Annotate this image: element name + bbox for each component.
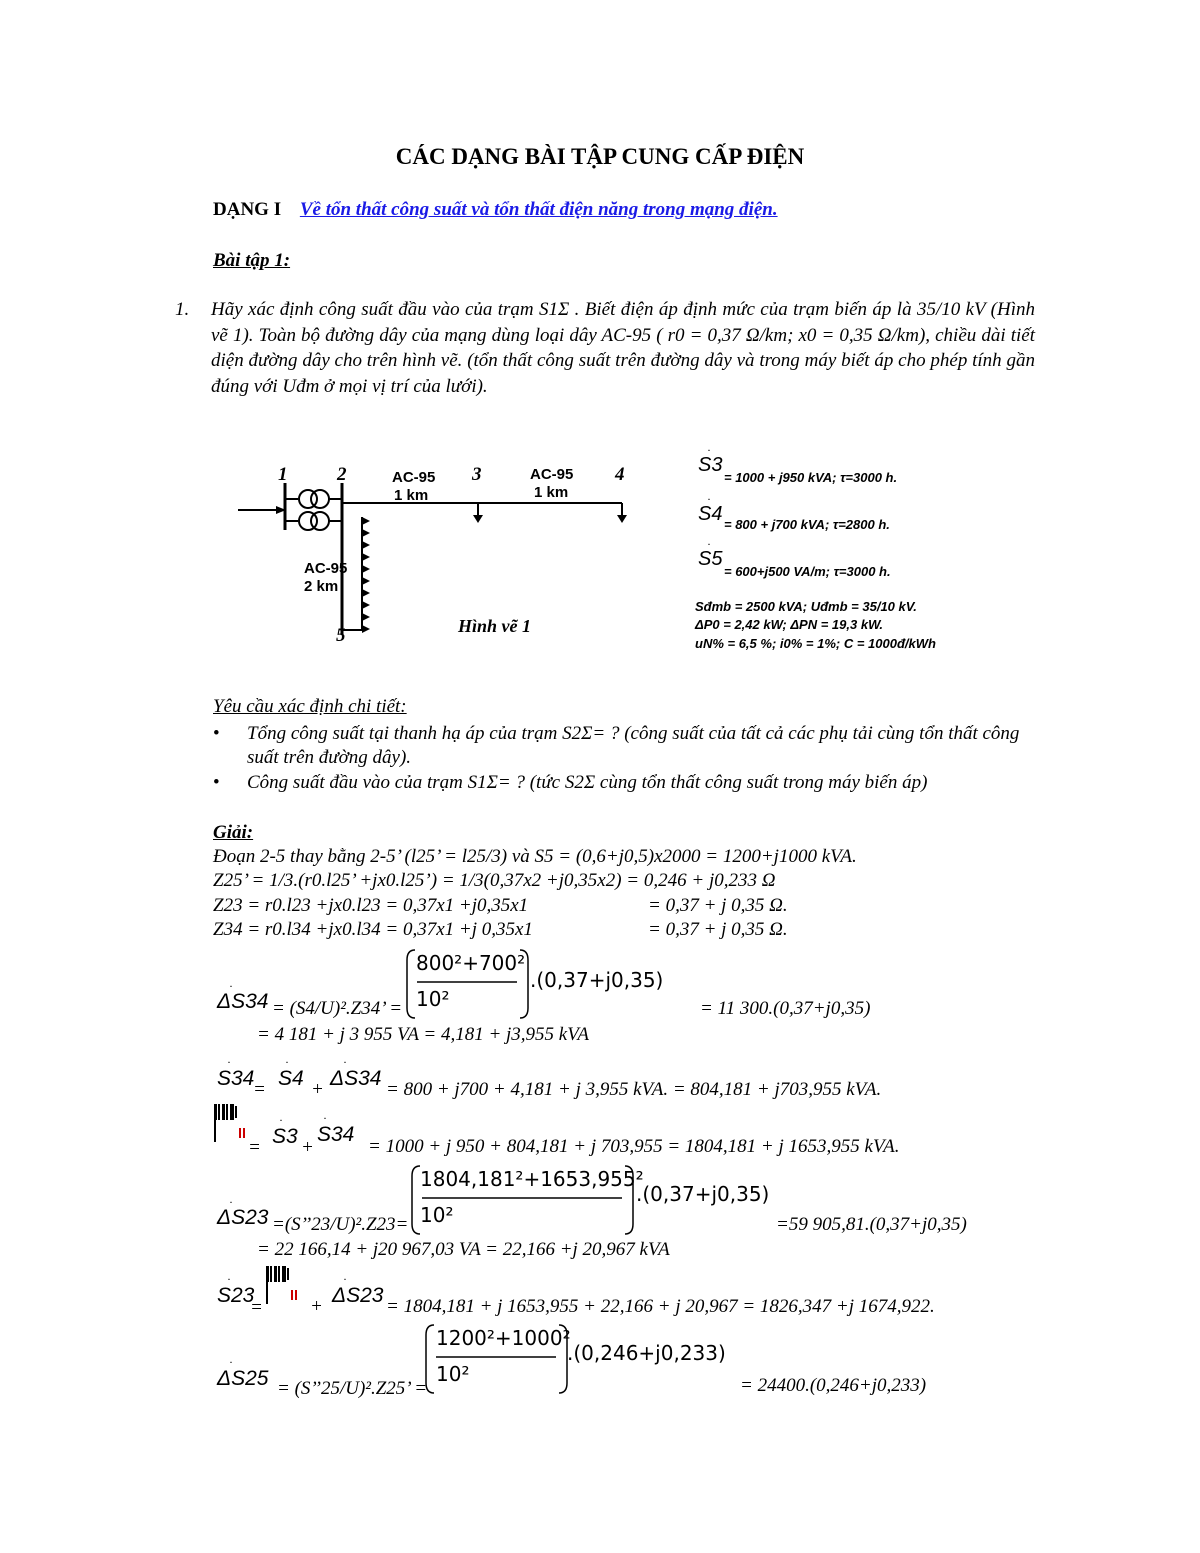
ds23-result: =59 905,81.(0,37+j0,35) (776, 1214, 967, 1235)
dot-accent: · (227, 1055, 231, 1069)
ds23-formula: =(S’’23/U)².Z23= (272, 1214, 409, 1235)
dot-accent: · (227, 1272, 231, 1286)
dot-accent: · (707, 492, 711, 506)
line-3-4-length: 1 km (534, 484, 569, 501)
s34-lhs: S34 (217, 1067, 255, 1090)
solution-line-2: Z25’ = 1/3.(r0.l25’ +jx0.l25’) = 1/3(0,37x2 +j0,35x2) = 0,246 + j0,233 Ω (213, 870, 776, 891)
ds23-result-2: = 22 166,14 + j20 967,03 VA = 22,166 +j 20,967 kVA (257, 1239, 670, 1260)
transformer-winding-2 (311, 490, 329, 508)
ds25-impedance: .(0,246+j0,233) (567, 1341, 726, 1365)
dot-accent: · (323, 1111, 327, 1125)
section-heading (213, 199, 778, 221)
dot-accent: · (229, 979, 233, 993)
solution-line-4b: = 0,37 + j 0,35 Ω. (648, 919, 788, 940)
bullet-icon: • (213, 723, 220, 744)
s23-plus: + (310, 1296, 323, 1317)
ds34-numerator: 800²+700² (416, 951, 526, 975)
line-3-4-type: AC-95 (530, 466, 574, 483)
s34-delta: ΔS34 (330, 1067, 382, 1090)
s23pp-plus: + (301, 1137, 314, 1158)
solution-line-3b: = 0,37 + j 0,35 Ω. (648, 895, 788, 916)
s23pp-s3: S3 (272, 1125, 298, 1148)
figure-caption: Hình vẽ 1 (458, 616, 532, 636)
node-1-label: 1 (278, 464, 288, 485)
ds34-lhs: ΔS34 (217, 990, 269, 1013)
s23-delta: ΔS23 (332, 1284, 384, 1307)
line-2-3-length: 1 km (394, 487, 429, 504)
ds23-lhs: ΔS23 (217, 1206, 269, 1229)
ds25-denominator: 10² (436, 1362, 470, 1386)
line-2-3-type: AC-95 (392, 469, 436, 486)
dot-accent: · (229, 1195, 233, 1209)
solution-line-3a: Z23 = r0.l23 +jx0.l23 = 0,37x1 +j0,35x1 (213, 895, 529, 916)
s4-label: S4 (698, 503, 723, 525)
section-label: DẠNG I (213, 199, 282, 220)
ds34-formula: = (S4/U)².Z34’ = (272, 998, 403, 1019)
solution-line-1: Đoạn 2-5 thay bằng 2-5’ (l25’ = l25/3) và S5 = (0,6+j0,5)x2000 = 1200+j1000 kVA. (213, 846, 857, 867)
dot-accent: · (343, 1055, 347, 1069)
circuit-diagram (230, 455, 650, 655)
ds25-result: = 24400.(0,246+j0,233) (740, 1375, 927, 1396)
ds23-denominator: 10² (420, 1203, 454, 1227)
dot-accent: · (229, 1355, 233, 1369)
dot-accent: · (285, 1055, 289, 1069)
bullet-icon: • (213, 772, 220, 793)
ds34-result: = 11 300.(0,37+j0,35) (700, 998, 871, 1019)
transformer-params-3: uN% = 6,5 %; i0% = 1%; C = 1000đ/kWh (695, 636, 936, 651)
s4-value: = 800 + j700 kVA; τ=2800 h. (724, 517, 890, 532)
broken-equation-object-icon (264, 1262, 304, 1307)
node-3-label: 3 (472, 464, 482, 485)
broken-equation-object-icon (212, 1100, 252, 1145)
dot-accent: · (343, 1272, 347, 1286)
line-2-5-type: AC-95 (304, 560, 348, 577)
ds34-denominator: 10² (416, 987, 450, 1011)
s23pp-s34: S34 (317, 1123, 355, 1146)
problem-text: Hãy xác định công suất đầu vào của trạm S1Σ . Biết điện áp định mức của trạm biến áp là 35/10 kV (Hình vẽ 1). Toàn bộ đường dây của mạng dùng loại dây AC-95 ( r0 = 0,37 Ω/km; x0 = 0,35 Ω/km), chiều dài tiết diện đường dây cho trên hình vẽ. (tổn thất công suất trên đường dây và trong máy biết áp cho phép tính gần đúng với Uđm ở mọi vị trí của lưới). (211, 299, 1035, 397)
s23-eq-sign: = (250, 1297, 263, 1318)
s34-s4: S4 (278, 1067, 304, 1090)
solution-title: Giải: (213, 822, 254, 843)
s23-result: = 1804,181 + j 1653,955 + 22,166 + j 20,967 = 1826,347 +j 1674,922. (386, 1296, 935, 1317)
ds25-numerator: 1200²+1000² (436, 1326, 571, 1350)
node-4-label: 4 (615, 464, 625, 485)
section-topic-link[interactable]: Về tổn thất công suất và tổn thất điện năng trong mạng điện. (299, 199, 778, 220)
s34-plus: + (311, 1079, 324, 1100)
ds23-numerator: 1804,181²+1653,955² (420, 1167, 644, 1191)
exercise-title: Bài tập 1: (213, 250, 291, 271)
transformer-params-2: ΔP0 = 2,42 kW; ΔPN = 19,3 kW. (695, 617, 883, 632)
s3-label: S3 (698, 454, 723, 476)
transformer-winding-4 (311, 512, 329, 530)
ds23-impedance: .(0,37+j0,35) (636, 1182, 770, 1206)
s23pp-eq-sign: = (248, 1137, 261, 1158)
ds34-result-2: = 4 181 + j 3 955 VA = 4,181 + j3,955 kVA (257, 1024, 590, 1045)
s23-lhs: S23 (217, 1284, 255, 1307)
ds34-impedance: .(0,37+j0,35) (530, 968, 664, 992)
s5-value: = 600+j500 VA/m; τ=3000 h. (724, 564, 891, 579)
dot-accent: · (707, 443, 711, 457)
requirements-title: Yêu cầu xác định chi tiết: (213, 696, 407, 717)
dot-accent: · (279, 1113, 283, 1127)
solution-line-4a: Z34 = r0.l34 +jx0.l34 = 0,37x1 +j 0,35x1 (213, 919, 533, 940)
node-2-label: 2 (337, 464, 347, 485)
line-2-5-length: 2 km (304, 578, 339, 595)
s5-label: S5 (698, 548, 723, 570)
s34-eq-sign: = (253, 1079, 266, 1100)
s3-value: = 1000 + j950 kVA; τ=3000 h. (724, 470, 898, 485)
problem-number: 1. (175, 299, 190, 320)
dot-accent: · (707, 537, 711, 551)
ds25-lhs: ΔS25 (217, 1367, 269, 1390)
transformer-params-1: Sđmb = 2500 kVA; Uđmb = 35/10 kV. (695, 599, 917, 614)
page-title: CÁC DẠNG BÀI TẬP CUNG CẤP ĐIỆN (395, 144, 805, 169)
s23pp-result: = 1000 + j 950 + 804,181 + j 703,955 = 1804,181 + j 1653,955 kVA. (368, 1136, 900, 1157)
s34-result: = 800 + j700 + 4,181 + j 3,955 kVA. = 804,181 + j703,955 kVA. (386, 1079, 882, 1100)
ds25-formula: = (S’’25/U)².Z25’ = (277, 1378, 428, 1399)
node-5-label: 5 (336, 625, 346, 646)
